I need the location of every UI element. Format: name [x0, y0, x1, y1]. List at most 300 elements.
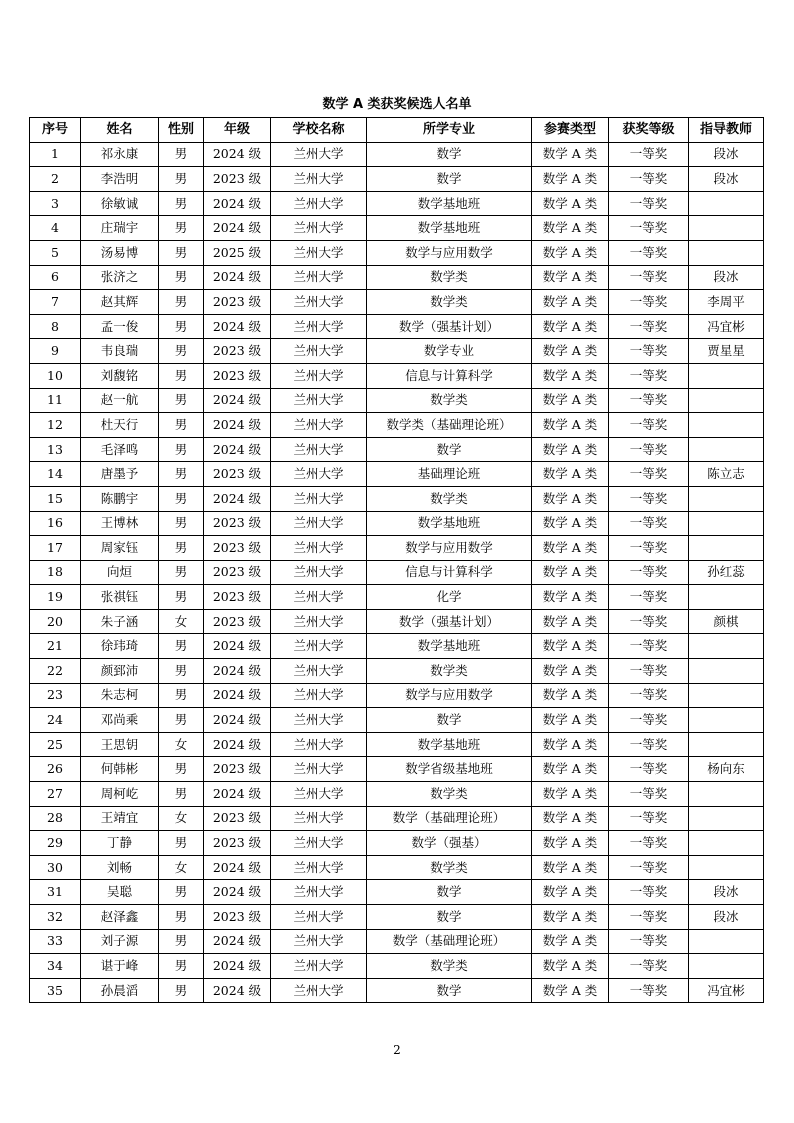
table-row	[30, 167, 764, 192]
cell-gender: 男	[159, 683, 204, 708]
cell-award-level: 一等奖	[609, 388, 689, 413]
cell-grade: 2023 级	[204, 290, 271, 315]
cell-name: 丁静	[81, 831, 159, 856]
table-row	[30, 905, 764, 930]
cell-contest-type: 数学 A 类	[532, 806, 609, 831]
cell-name: 向烜	[81, 560, 159, 585]
cell-grade: 2024 级	[204, 142, 271, 167]
cell-major: 数学（基础理论班）	[367, 929, 532, 954]
cell-contest-type: 数学 A 类	[532, 462, 609, 487]
cell-name: 刘畅	[81, 855, 159, 880]
cell-gender: 男	[159, 536, 204, 561]
cell-gender: 男	[159, 290, 204, 315]
cell-name: 唐墨予	[81, 462, 159, 487]
cell-grade: 2024 级	[204, 388, 271, 413]
cell-index: 17	[30, 536, 81, 561]
table-row	[30, 511, 764, 536]
cell-contest-type: 数学 A 类	[532, 290, 609, 315]
cell-name: 王博林	[81, 511, 159, 536]
cell-gender: 男	[159, 388, 204, 413]
cell-school: 兰州大学	[271, 855, 367, 880]
cell-index: 12	[30, 413, 81, 438]
cell-contest-type: 数学 A 类	[532, 191, 609, 216]
cell-major: 数学（强基）	[367, 831, 532, 856]
cell-contest-type: 数学 A 类	[532, 314, 609, 339]
cell-school: 兰州大学	[271, 905, 367, 930]
cell-advisor	[689, 585, 764, 610]
cell-advisor	[689, 732, 764, 757]
cell-index: 20	[30, 609, 81, 634]
cell-name: 张祺钰	[81, 585, 159, 610]
cell-contest-type: 数学 A 类	[532, 659, 609, 684]
cell-contest-type: 数学 A 类	[532, 954, 609, 979]
cell-grade: 2024 级	[204, 413, 271, 438]
cell-contest-type: 数学 A 类	[532, 929, 609, 954]
cell-advisor: 李周平	[689, 290, 764, 315]
cell-school: 兰州大学	[271, 536, 367, 561]
cell-advisor: 段冰	[689, 167, 764, 192]
cell-index: 4	[30, 216, 81, 241]
cell-name: 周家钰	[81, 536, 159, 561]
cell-award-level: 一等奖	[609, 880, 689, 905]
cell-award-level: 一等奖	[609, 782, 689, 807]
cell-award-level: 一等奖	[609, 240, 689, 265]
cell-index: 1	[30, 142, 81, 167]
table-row	[30, 929, 764, 954]
cell-index: 24	[30, 708, 81, 733]
cell-gender: 男	[159, 978, 204, 1003]
cell-contest-type: 数学 A 类	[532, 413, 609, 438]
cell-name: 汤易博	[81, 240, 159, 265]
table-row	[30, 191, 764, 216]
cell-index: 10	[30, 363, 81, 388]
cell-name: 周柯屹	[81, 782, 159, 807]
cell-grade: 2024 级	[204, 929, 271, 954]
cell-advisor	[689, 683, 764, 708]
cell-name: 谌于峰	[81, 954, 159, 979]
cell-gender: 男	[159, 560, 204, 585]
cell-major: 基础理论班	[367, 462, 532, 487]
cell-award-level: 一等奖	[609, 462, 689, 487]
cell-gender: 男	[159, 462, 204, 487]
cell-index: 27	[30, 782, 81, 807]
cell-award-level: 一等奖	[609, 757, 689, 782]
cell-school: 兰州大学	[271, 240, 367, 265]
cell-index: 7	[30, 290, 81, 315]
cell-name: 刘馥铭	[81, 363, 159, 388]
cell-advisor	[689, 240, 764, 265]
cell-award-level: 一等奖	[609, 191, 689, 216]
cell-gender: 男	[159, 240, 204, 265]
cell-major: 数学	[367, 880, 532, 905]
cell-major: 信息与计算科学	[367, 363, 532, 388]
cell-major: 数学	[367, 142, 532, 167]
cell-school: 兰州大学	[271, 167, 367, 192]
cell-contest-type: 数学 A 类	[532, 732, 609, 757]
cell-advisor	[689, 929, 764, 954]
cell-index: 16	[30, 511, 81, 536]
cell-school: 兰州大学	[271, 831, 367, 856]
cell-grade: 2024 级	[204, 265, 271, 290]
cell-award-level: 一等奖	[609, 142, 689, 167]
cell-index: 35	[30, 978, 81, 1003]
cell-school: 兰州大学	[271, 708, 367, 733]
cell-grade: 2024 级	[204, 978, 271, 1003]
cell-award-level: 一等奖	[609, 929, 689, 954]
cell-school: 兰州大学	[271, 634, 367, 659]
cell-contest-type: 数学 A 类	[532, 855, 609, 880]
header-award-level: 获奖等级	[609, 118, 689, 143]
cell-grade: 2024 级	[204, 314, 271, 339]
cell-grade: 2023 级	[204, 339, 271, 364]
cell-contest-type: 数学 A 类	[532, 634, 609, 659]
cell-index: 18	[30, 560, 81, 585]
cell-advisor	[689, 954, 764, 979]
cell-major: 数学类	[367, 659, 532, 684]
cell-name: 朱子涵	[81, 609, 159, 634]
cell-gender: 男	[159, 486, 204, 511]
cell-school: 兰州大学	[271, 659, 367, 684]
cell-award-level: 一等奖	[609, 363, 689, 388]
cell-grade: 2024 级	[204, 216, 271, 241]
cell-grade: 2023 级	[204, 905, 271, 930]
cell-contest-type: 数学 A 类	[532, 511, 609, 536]
cell-major: 数学与应用数学	[367, 683, 532, 708]
cell-advisor: 颜棋	[689, 609, 764, 634]
cell-award-level: 一等奖	[609, 216, 689, 241]
cell-name: 祁永康	[81, 142, 159, 167]
cell-advisor	[689, 511, 764, 536]
cell-major: 数学专业	[367, 339, 532, 364]
cell-grade: 2023 级	[204, 831, 271, 856]
table-row	[30, 659, 764, 684]
cell-major: 数学类	[367, 486, 532, 511]
cell-name: 孙晨滔	[81, 978, 159, 1003]
cell-award-level: 一等奖	[609, 339, 689, 364]
cell-name: 何韩彬	[81, 757, 159, 782]
cell-grade: 2024 级	[204, 683, 271, 708]
cell-school: 兰州大学	[271, 560, 367, 585]
cell-major: 数学	[367, 905, 532, 930]
table-row	[30, 831, 764, 856]
cell-school: 兰州大学	[271, 413, 367, 438]
table-row	[30, 683, 764, 708]
cell-index: 15	[30, 486, 81, 511]
cell-advisor: 冯宜彬	[689, 314, 764, 339]
cell-school: 兰州大学	[271, 757, 367, 782]
cell-award-level: 一等奖	[609, 905, 689, 930]
cell-name: 朱志柯	[81, 683, 159, 708]
cell-index: 2	[30, 167, 81, 192]
cell-major: 数学基地班	[367, 634, 532, 659]
cell-major: 数学（强基计划）	[367, 609, 532, 634]
cell-index: 29	[30, 831, 81, 856]
cell-award-level: 一等奖	[609, 659, 689, 684]
cell-advisor	[689, 831, 764, 856]
cell-award-level: 一等奖	[609, 511, 689, 536]
table-row	[30, 339, 764, 364]
cell-gender: 男	[159, 659, 204, 684]
table-row	[30, 954, 764, 979]
cell-name: 徐玮琦	[81, 634, 159, 659]
cell-gender: 男	[159, 314, 204, 339]
cell-name: 毛泽鸣	[81, 437, 159, 462]
cell-name: 庄瑞宇	[81, 216, 159, 241]
cell-name: 杜天行	[81, 413, 159, 438]
cell-advisor: 冯宜彬	[689, 978, 764, 1003]
cell-index: 25	[30, 732, 81, 757]
cell-advisor	[689, 806, 764, 831]
cell-name: 张济之	[81, 265, 159, 290]
table-row	[30, 880, 764, 905]
cell-grade: 2024 级	[204, 855, 271, 880]
cell-grade: 2023 级	[204, 560, 271, 585]
cell-gender: 男	[159, 511, 204, 536]
table-row	[30, 708, 764, 733]
cell-contest-type: 数学 A 类	[532, 437, 609, 462]
cell-award-level: 一等奖	[609, 708, 689, 733]
cell-index: 9	[30, 339, 81, 364]
cell-award-level: 一等奖	[609, 978, 689, 1003]
cell-advisor	[689, 216, 764, 241]
cell-index: 8	[30, 314, 81, 339]
cell-grade: 2024 级	[204, 708, 271, 733]
cell-school: 兰州大学	[271, 683, 367, 708]
cell-school: 兰州大学	[271, 486, 367, 511]
cell-award-level: 一等奖	[609, 634, 689, 659]
cell-gender: 男	[159, 880, 204, 905]
header-name: 姓名	[81, 118, 159, 143]
cell-school: 兰州大学	[271, 806, 367, 831]
cell-contest-type: 数学 A 类	[532, 560, 609, 585]
cell-advisor	[689, 634, 764, 659]
table-row	[30, 142, 764, 167]
cell-major: 数学类（基础理论班）	[367, 413, 532, 438]
cell-contest-type: 数学 A 类	[532, 609, 609, 634]
cell-grade: 2023 级	[204, 511, 271, 536]
cell-contest-type: 数学 A 类	[532, 585, 609, 610]
cell-advisor	[689, 437, 764, 462]
cell-advisor: 段冰	[689, 880, 764, 905]
cell-name: 刘子源	[81, 929, 159, 954]
cell-grade: 2024 级	[204, 659, 271, 684]
cell-advisor	[689, 855, 764, 880]
cell-name: 李浩明	[81, 167, 159, 192]
header-index: 序号	[30, 118, 81, 143]
cell-school: 兰州大学	[271, 929, 367, 954]
cell-school: 兰州大学	[271, 290, 367, 315]
cell-major: 数学	[367, 167, 532, 192]
table-row	[30, 609, 764, 634]
cell-grade: 2023 级	[204, 806, 271, 831]
cell-grade: 2024 级	[204, 954, 271, 979]
cell-index: 32	[30, 905, 81, 930]
candidate-table	[29, 117, 764, 1003]
cell-gender: 女	[159, 732, 204, 757]
table-row	[30, 782, 764, 807]
cell-name: 徐敏诚	[81, 191, 159, 216]
table-body	[30, 142, 764, 1003]
cell-school: 兰州大学	[271, 339, 367, 364]
cell-gender: 男	[159, 216, 204, 241]
cell-grade: 2023 级	[204, 462, 271, 487]
cell-school: 兰州大学	[271, 585, 367, 610]
cell-contest-type: 数学 A 类	[532, 167, 609, 192]
cell-award-level: 一等奖	[609, 536, 689, 561]
cell-index: 11	[30, 388, 81, 413]
table-row	[30, 388, 764, 413]
cell-index: 23	[30, 683, 81, 708]
cell-index: 33	[30, 929, 81, 954]
cell-school: 兰州大学	[271, 437, 367, 462]
header-contest-type: 参赛类型	[532, 118, 609, 143]
cell-gender: 男	[159, 437, 204, 462]
table-row	[30, 585, 764, 610]
cell-major: 数学（强基计划）	[367, 314, 532, 339]
table-row	[30, 536, 764, 561]
cell-gender: 男	[159, 339, 204, 364]
table-row	[30, 732, 764, 757]
cell-gender: 女	[159, 806, 204, 831]
cell-advisor: 段冰	[689, 905, 764, 930]
cell-gender: 男	[159, 167, 204, 192]
cell-award-level: 一等奖	[609, 290, 689, 315]
cell-index: 3	[30, 191, 81, 216]
cell-award-level: 一等奖	[609, 585, 689, 610]
cell-advisor	[689, 388, 764, 413]
cell-award-level: 一等奖	[609, 265, 689, 290]
cell-contest-type: 数学 A 类	[532, 978, 609, 1003]
table-row	[30, 265, 764, 290]
document-title: 数学 A 类获奖候选人名单	[322, 97, 472, 112]
cell-name: 王靖宜	[81, 806, 159, 831]
cell-award-level: 一等奖	[609, 831, 689, 856]
cell-index: 13	[30, 437, 81, 462]
cell-gender: 男	[159, 757, 204, 782]
cell-advisor	[689, 708, 764, 733]
cell-major: 数学与应用数学	[367, 536, 532, 561]
cell-award-level: 一等奖	[609, 486, 689, 511]
cell-gender: 男	[159, 708, 204, 733]
cell-major: 数学省级基地班	[367, 757, 532, 782]
cell-name: 陈鹏宇	[81, 486, 159, 511]
cell-award-level: 一等奖	[609, 954, 689, 979]
cell-name: 赵其辉	[81, 290, 159, 315]
table-row	[30, 806, 764, 831]
table-row	[30, 314, 764, 339]
cell-gender: 女	[159, 855, 204, 880]
table-row	[30, 486, 764, 511]
cell-advisor	[689, 191, 764, 216]
cell-award-level: 一等奖	[609, 413, 689, 438]
cell-school: 兰州大学	[271, 462, 367, 487]
cell-contest-type: 数学 A 类	[532, 757, 609, 782]
cell-name: 赵泽鑫	[81, 905, 159, 930]
cell-school: 兰州大学	[271, 265, 367, 290]
table-row	[30, 462, 764, 487]
cell-name: 孟一俊	[81, 314, 159, 339]
table-row	[30, 978, 764, 1003]
cell-school: 兰州大学	[271, 978, 367, 1003]
cell-contest-type: 数学 A 类	[532, 880, 609, 905]
page-number: 2	[393, 1043, 401, 1057]
cell-major: 数学类	[367, 855, 532, 880]
cell-contest-type: 数学 A 类	[532, 486, 609, 511]
cell-school: 兰州大学	[271, 216, 367, 241]
cell-school: 兰州大学	[271, 732, 367, 757]
cell-gender: 男	[159, 954, 204, 979]
cell-contest-type: 数学 A 类	[532, 708, 609, 733]
cell-grade: 2023 级	[204, 585, 271, 610]
cell-advisor: 贾星星	[689, 339, 764, 364]
cell-school: 兰州大学	[271, 191, 367, 216]
cell-major: 化学	[367, 585, 532, 610]
table-header-row	[30, 118, 764, 143]
table-row	[30, 413, 764, 438]
cell-major: 数学与应用数学	[367, 240, 532, 265]
cell-contest-type: 数学 A 类	[532, 536, 609, 561]
cell-name: 颜郅沛	[81, 659, 159, 684]
cell-gender: 男	[159, 142, 204, 167]
cell-grade: 2023 级	[204, 363, 271, 388]
cell-advisor: 孙红蕊	[689, 560, 764, 585]
cell-name: 吴聪	[81, 880, 159, 905]
cell-major: 数学类	[367, 290, 532, 315]
table-row	[30, 216, 764, 241]
cell-advisor: 陈立志	[689, 462, 764, 487]
cell-index: 28	[30, 806, 81, 831]
cell-advisor: 杨向东	[689, 757, 764, 782]
cell-grade: 2024 级	[204, 486, 271, 511]
table-row	[30, 240, 764, 265]
cell-gender: 男	[159, 782, 204, 807]
cell-advisor	[689, 782, 764, 807]
table-row	[30, 437, 764, 462]
cell-index: 30	[30, 855, 81, 880]
cell-advisor	[689, 536, 764, 561]
cell-index: 5	[30, 240, 81, 265]
cell-major: 数学类	[367, 388, 532, 413]
cell-contest-type: 数学 A 类	[532, 831, 609, 856]
header-major: 所学专业	[367, 118, 532, 143]
cell-index: 34	[30, 954, 81, 979]
cell-school: 兰州大学	[271, 880, 367, 905]
cell-index: 31	[30, 880, 81, 905]
cell-award-level: 一等奖	[609, 609, 689, 634]
cell-major: 数学	[367, 708, 532, 733]
cell-gender: 男	[159, 265, 204, 290]
cell-school: 兰州大学	[271, 609, 367, 634]
table-row	[30, 757, 764, 782]
cell-contest-type: 数学 A 类	[532, 216, 609, 241]
cell-contest-type: 数学 A 类	[532, 683, 609, 708]
cell-index: 26	[30, 757, 81, 782]
cell-major: 数学	[367, 437, 532, 462]
cell-grade: 2023 级	[204, 757, 271, 782]
cell-grade: 2024 级	[204, 437, 271, 462]
cell-major: 数学	[367, 978, 532, 1003]
cell-contest-type: 数学 A 类	[532, 905, 609, 930]
cell-grade: 2024 级	[204, 732, 271, 757]
cell-gender: 男	[159, 634, 204, 659]
table-row	[30, 290, 764, 315]
cell-advisor	[689, 486, 764, 511]
cell-advisor	[689, 363, 764, 388]
cell-name: 王思钥	[81, 732, 159, 757]
cell-school: 兰州大学	[271, 782, 367, 807]
cell-contest-type: 数学 A 类	[532, 142, 609, 167]
cell-major: 数学类	[367, 265, 532, 290]
